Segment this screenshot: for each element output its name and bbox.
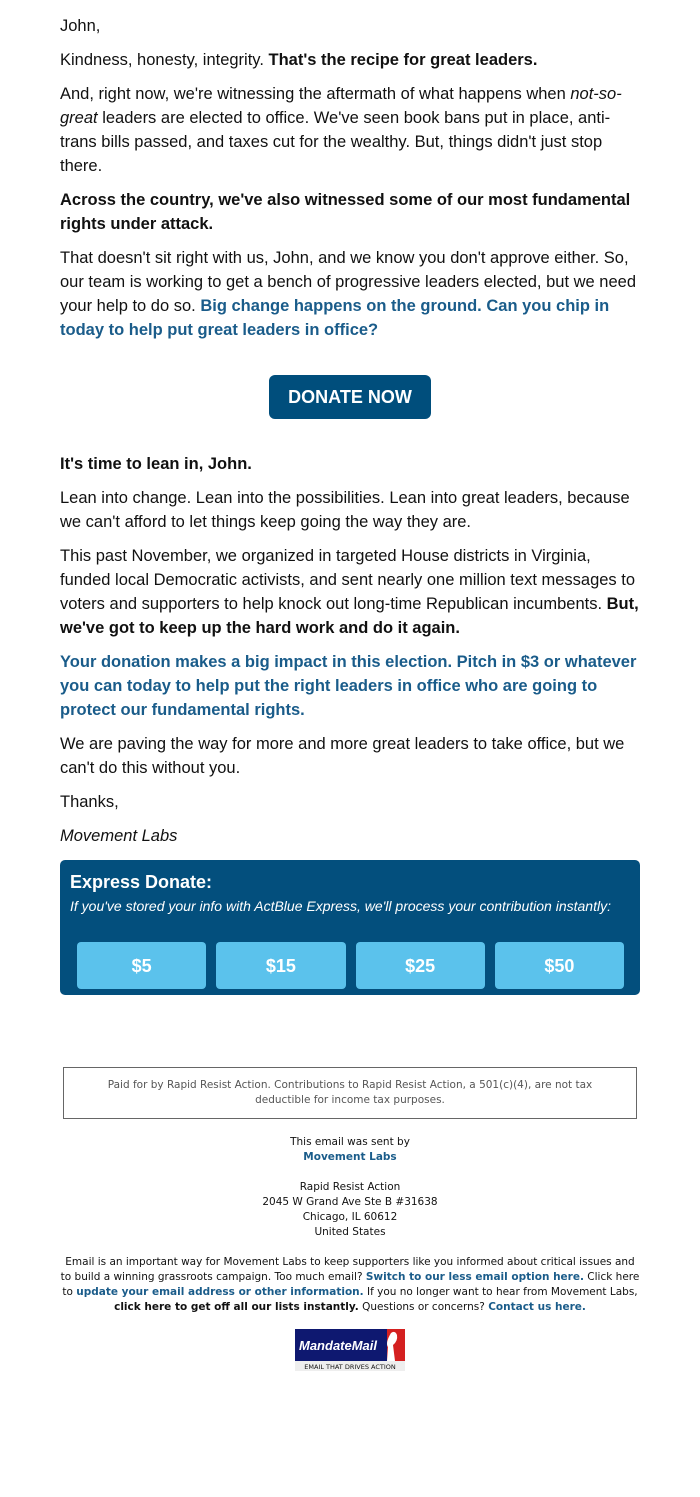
- paragraph-bold: Across the country, we've also witnessed some of our most fundamental rights under attack.: [60, 191, 631, 233]
- paragraph: [60, 48, 640, 72]
- unsubscribe-link[interactable]: click here to get off all our lists instantly.: [114, 1301, 359, 1313]
- text: Kindness, honesty, integrity.: [60, 51, 269, 69]
- svg-text:MandateMail: MandateMail: [299, 1338, 378, 1353]
- contact-link[interactable]: Contact us here.: [488, 1301, 586, 1313]
- express-subtitle: If you've stored your info with ActBlue Express, we'll process your contribution instantly:: [70, 898, 611, 914]
- greeting: John,: [60, 17, 101, 35]
- bold-text: That's the recipe for great leaders.: [268, 51, 538, 69]
- address-line: United States: [314, 1226, 386, 1238]
- text: That doesn't sit right with us, John, and we know you don't approve either. So, our team is working to get a bench of progressive leaders elected, but we need your help to do so.: [60, 249, 637, 315]
- disclaimer: Paid for by Rapid Resist Action. Contributions to Rapid Resist Action, a 501(c)(4), are not tax deductible for income tax purposes.: [63, 1067, 637, 1119]
- amount-50-button[interactable]: $50: [495, 942, 624, 989]
- donation-link[interactable]: Your donation makes a big impact in this election. Pitch in $3 or whatever you can today to help put the right leaders in office who are going to protect our fundamental rights.: [60, 653, 637, 719]
- svg-text:EMAIL THAT DRIVES ACTION: EMAIL THAT DRIVES ACTION: [304, 1363, 396, 1371]
- text: This past November, we organized in targeted House districts in Virginia, funded local Democratic activists, and sent nearly one million text messages to voters and supporters to help knock out long-time Republican incumbents.: [60, 547, 636, 613]
- bold-text: But, we've got to keep up the hard work and do it again.: [60, 595, 639, 637]
- text: leaders are elected to office. We've seen book bans put in place, anti-trans bills passed, and taxes cut for the wealthy. But, things didn't just stop there.: [60, 109, 611, 175]
- amount-25-button[interactable]: $25: [356, 942, 485, 989]
- amount-15-button[interactable]: $15: [216, 942, 345, 989]
- email-body: [60, 0, 640, 995]
- donate-now-button[interactable]: DONATE NOW: [269, 375, 431, 419]
- sender-link[interactable]: Movement Labs: [303, 1151, 397, 1163]
- donate-link[interactable]: Big change happens on the ground. Can you chip in today to help put great leaders in office?: [60, 297, 610, 339]
- express-donate-box: [60, 860, 640, 995]
- address-line: Chicago, IL 60612: [302, 1211, 398, 1223]
- signature: Movement Labs: [60, 827, 178, 845]
- update-info-link[interactable]: update your email address or other information.: [76, 1286, 364, 1298]
- paragraph: Lean into change. Lean into the possibilities. Lean into great leaders, because we can't afford to let things keep going the way they are.: [60, 489, 630, 531]
- amount-buttons: [70, 942, 624, 989]
- paragraph-bold: It's time to lean in, John.: [60, 455, 252, 473]
- italic-text: not-so-great: [60, 85, 622, 127]
- paragraph-link: [60, 650, 640, 722]
- sent-by: This email was sent by: [290, 1136, 410, 1148]
- express-title: Express Donate:: [70, 872, 213, 892]
- text: Questions or concerns?: [358, 1301, 489, 1313]
- unsubscribe-text: [60, 1255, 640, 1315]
- mandatemail-logo[interactable]: [295, 1329, 405, 1376]
- address: [60, 1180, 640, 1240]
- address-line: Rapid Resist Action: [299, 1181, 401, 1193]
- signoff: Thanks,: [60, 793, 119, 811]
- paragraph: [60, 246, 640, 342]
- text: Email is an important way for Movement Labs to keep supporters like you informed about critical issues and to build a winning grassroots campaign. Too much email?: [60, 1256, 635, 1283]
- address-line: 2045 W Grand Ave Ste B #31638: [262, 1196, 438, 1208]
- text: If you no longer want to hear from Movement Labs,: [363, 1286, 638, 1298]
- paragraph: [60, 82, 640, 178]
- amount-5-button[interactable]: $5: [77, 942, 206, 989]
- less-email-link[interactable]: Switch to our less email option here.: [365, 1271, 584, 1283]
- text: Click here to: [62, 1271, 640, 1298]
- paragraph: We are paving the way for more and more great leaders to take office, but we can't do this without you.: [60, 735, 625, 777]
- footer: [60, 1067, 640, 1376]
- paragraph: [60, 544, 640, 640]
- text: And, right now, we're witnessing the aftermath of what happens when: [60, 85, 571, 103]
